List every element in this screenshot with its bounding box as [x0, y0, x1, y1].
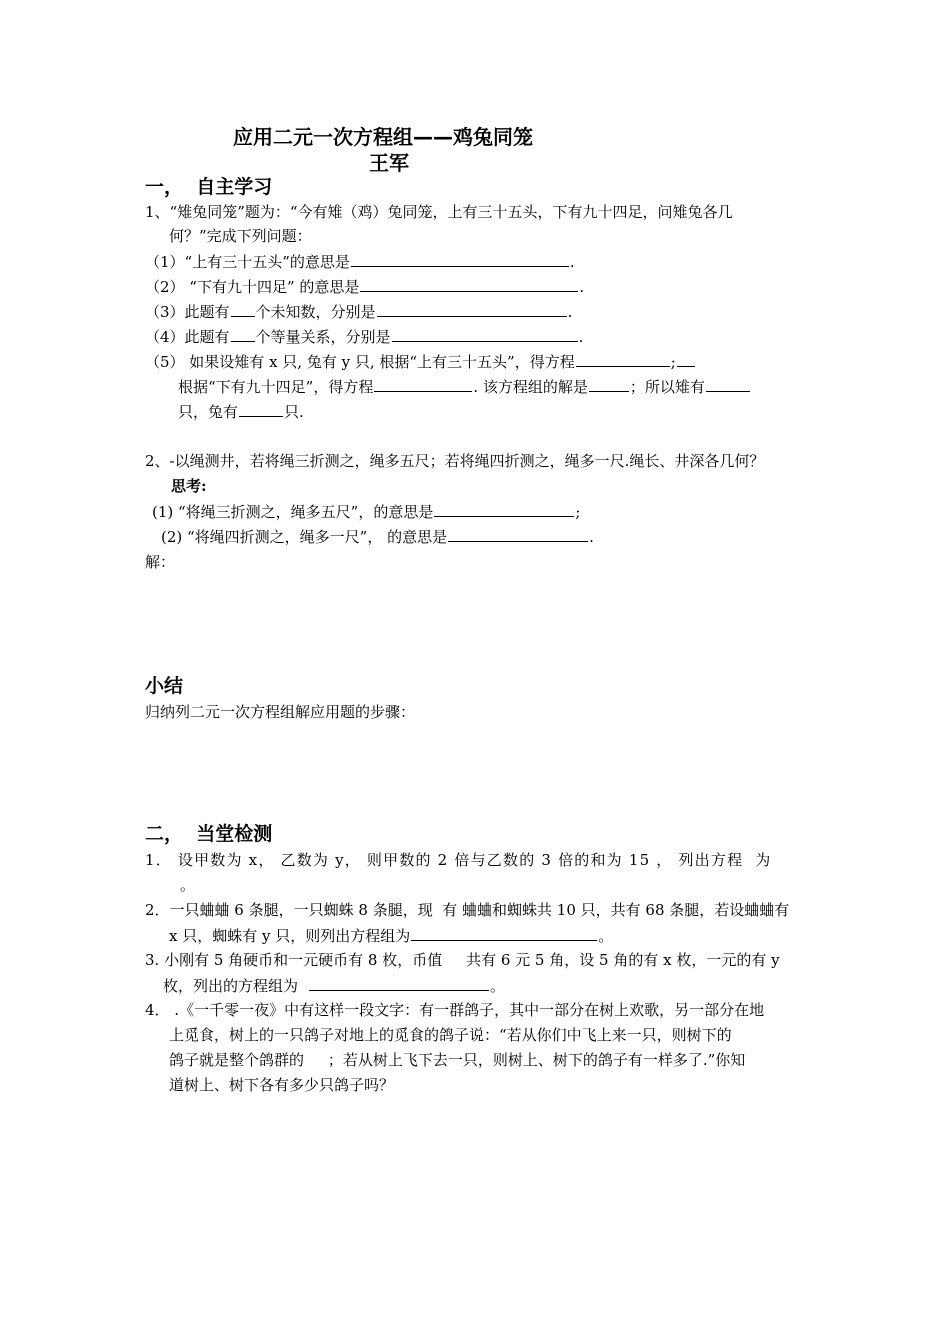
- p3-text: 枚，列出的方程组为: [163, 977, 299, 995]
- q1-sub3: [145, 301, 572, 322]
- q1-sub4: [145, 326, 583, 347]
- p3-blank[interactable]: [309, 975, 489, 991]
- q1-sub5-text-e: 只，兔有: [178, 403, 239, 421]
- q2-think-1-text: (1) “将绳三折测之，绳多五尺”，的意思是: [152, 503, 434, 521]
- q1-sub2: [145, 276, 584, 297]
- q1-sub5-line3: [178, 401, 304, 422]
- punct: .: [579, 278, 585, 296]
- p4-line-3: 鸽子就是整个鸽群的 ；若从树上飞下去一只，则树上、树下的鸽子有一样多了.”你知: [169, 1051, 746, 1069]
- p2-blank[interactable]: [411, 925, 597, 941]
- q1-sub5-blank-solution[interactable]: [589, 376, 629, 392]
- q1-sub5-line1: [145, 351, 696, 372]
- q1-line-2: 何？”完成下列问题：: [169, 227, 312, 245]
- q1-sub5-blank-tail[interactable]: [677, 351, 695, 367]
- punct: ;: [670, 353, 676, 371]
- q2-think-1-blank[interactable]: [434, 501, 574, 517]
- q2-think-2: [161, 526, 594, 547]
- section-heading-self-study: 一， 自主学习: [145, 176, 273, 198]
- p1-line-2: 。: [180, 876, 196, 894]
- q1-sub2-blank[interactable]: [360, 276, 578, 292]
- q1-sub1: [145, 251, 575, 272]
- q2-think-label: 思考:: [171, 477, 207, 495]
- q1-sub5-text-d: ；所以雉有: [629, 378, 705, 396]
- q1-sub5-text-c: . 该方程组的解是: [473, 378, 588, 396]
- p1-line-1: 1． 设甲数为 x， 乙数为 y， 则甲数的 2 倍与乙数的 3 倍的和为 15 ， 列出方程 为: [145, 851, 772, 869]
- author-name: 王军: [369, 151, 409, 175]
- q1-sub5-text-f: 只.: [284, 403, 304, 421]
- punct: .: [569, 253, 575, 271]
- punct: 。: [490, 977, 506, 995]
- q2-line-1: 2、-以绳测井，若将绳三折测之，绳多五尺；若将绳四折测之，绳多一尺.绳长、井深各几何？: [145, 452, 765, 470]
- q1-sub5-blank-eq2[interactable]: [374, 376, 472, 392]
- q1-sub5-blank-eq1[interactable]: [576, 351, 670, 367]
- q1-sub4-text-b: 个等量关系，分别是: [255, 328, 391, 346]
- q1-line-1: 1、“雉兔同笼”题为：“今有雉（鸡）兔同笼，上有三十五头，下有九十四足，问雉兔各几: [145, 203, 733, 221]
- p3-line-1: 3. 小刚有 5 角硬币和一元硬币有 8 枚，币值 共有 6 元 5 角，设 5 角的有 x 枚，一元的有 y: [145, 951, 780, 969]
- punct: .: [567, 303, 573, 321]
- q1-sub3-blank-count[interactable]: [231, 301, 255, 317]
- punct: .: [589, 528, 594, 546]
- q1-sub3-text-b: 个未知数，分别是: [255, 303, 376, 321]
- p2-line-1: 2．一只蛐蛐 6 条腿，一只蜘蛛 8 条腿，现 有 蛐蛐和蜘蛛共 10 只，共有 68 条腿，若设蛐蛐有: [145, 901, 790, 919]
- q1-sub5-blank-rabbits[interactable]: [239, 401, 283, 417]
- q1-sub4-blank-relations[interactable]: [392, 326, 578, 342]
- q2-think-1: [152, 501, 580, 522]
- p2-text: x 只，蜘蛛有 y 只，则列出方程组为: [169, 927, 411, 945]
- section-heading-class-test: 二， 当堂检测: [145, 823, 273, 845]
- p4-line-1: 4． .《一千零一夜》中有这样一段文字：有一群鸽子，其中一部分在树上欢歌，另一部分在地: [145, 1001, 765, 1019]
- q1-sub2-text: （2） “下有九十四足” 的意思是: [145, 278, 360, 296]
- q1-sub5-text-a: （5） 如果设雉有 x 只, 兔有 y 只, 根据“上有三十五头”，得方程: [145, 353, 575, 371]
- q1-sub5-text-b: 根据“下有九十四足”，得方程: [178, 378, 374, 396]
- punct: 。: [598, 927, 614, 945]
- q1-sub1-text: （1）“上有三十五头”的意思是: [145, 253, 350, 271]
- q1-sub3-blank-unknowns[interactable]: [377, 301, 567, 317]
- punct: ;: [575, 503, 581, 521]
- p3-line-2: [163, 975, 505, 996]
- summary-heading: 小结: [145, 675, 184, 697]
- p4-line-2: 上觅食，树上的一只鸽子对地上的觅食的鸽子说：“若从你们中飞上来一只，则树下的: [169, 1026, 732, 1044]
- q1-sub3-text-a: （3）此题有: [145, 303, 230, 321]
- p4-line-4: 道树上、树下各有多少只鸽子吗？: [169, 1076, 395, 1094]
- q2-think-2-text: (2) “将绳四折测之，绳多一尺”， 的意思是: [161, 528, 448, 546]
- q1-sub5-blank-chickens[interactable]: [706, 376, 750, 392]
- p2-line-2: [169, 925, 613, 946]
- q1-sub1-blank[interactable]: [351, 251, 569, 267]
- q1-sub4-text-a: （4）此题有: [145, 328, 230, 346]
- q1-sub4-blank-count[interactable]: [231, 326, 255, 342]
- q1-sub5-line2: [178, 376, 751, 397]
- page-title: 应用二元一次方程组——鸡兔同笼: [233, 125, 533, 149]
- q2-solve-label: 解：: [145, 553, 176, 571]
- punct: .: [578, 328, 584, 346]
- summary-text: 归纳列二元一次方程组解应用题的步骤：: [145, 703, 416, 721]
- q2-think-2-blank[interactable]: [448, 526, 588, 542]
